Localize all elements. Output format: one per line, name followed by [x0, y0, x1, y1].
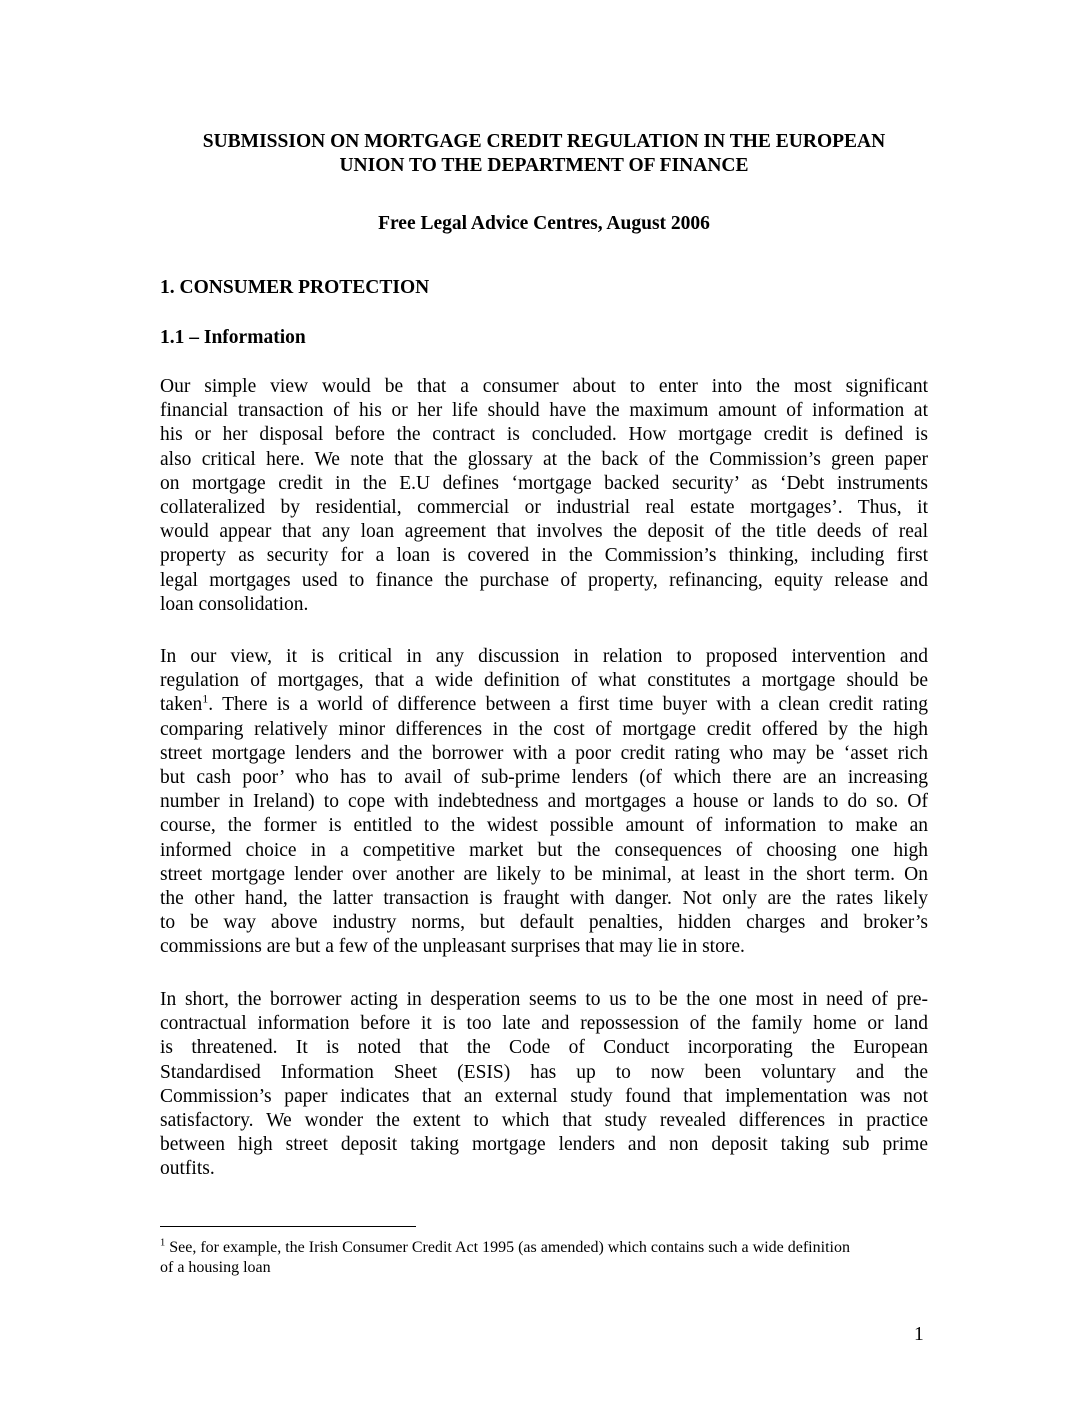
text-line: loan consolidation. — [160, 593, 309, 615]
document-title — [140, 130, 948, 178]
text-line: is threatened. It is noted that the Code of Conduct incorporating the European — [160, 1037, 928, 1059]
subsection-heading: 1.1 – Information — [160, 327, 306, 348]
paragraph-2 — [160, 645, 928, 959]
footnote-separator — [160, 1226, 416, 1227]
text-line: on mortgage credit in the E.U defines ‘mortgage backed security’ as ‘Debt instruments — [160, 472, 928, 494]
text-line: outfits. — [160, 1158, 215, 1180]
text-line: collateralized by residential, commercial or industrial real estate mortgages’. Thus, it — [160, 496, 928, 518]
footnote-line: of a housing loan — [160, 1258, 271, 1276]
page-number: 1 — [914, 1324, 924, 1345]
footnote-reference[interactable]: 1 — [202, 691, 209, 706]
text-line: comparing relatively minor differences in the cost of mortgage credit offered by the high — [160, 718, 928, 740]
text-line: In short, the borrower acting in desperation seems to us to be the one most in need of pre- — [160, 989, 928, 1010]
text-fragment: . There is a world of difference between a first time buyer with a clean credit rating — [208, 694, 928, 716]
text-line: his or her disposal before the contract is concluded. How mortgage credit is defined is — [160, 424, 928, 446]
footnote-text: See, for example, the Irish Consumer Credit Act 1995 (as amended) which contains such a wide definition — [165, 1239, 850, 1256]
footnote-line — [160, 1238, 930, 1258]
text-line: satisfactory. We wonder the extent to which that study revealed differences in practice — [160, 1109, 928, 1131]
section-heading: 1. CONSUMER PROTECTION — [160, 277, 430, 298]
text-line: informed choice in a competitive market but the consequences of choosing one high — [160, 839, 928, 861]
footnote-number: 1 — [160, 1237, 166, 1249]
text-line: commissions are but a few of the unpleasant surprises that may lie in store. — [160, 936, 745, 958]
text-line: property as security for a loan is covered in the Commission’s thinking, including first — [160, 545, 928, 567]
text-line: also critical here. We note that the glossary at the back of the Commission’s green paper — [160, 448, 928, 470]
text-line: number in Ireland) to cope with indebtedness and mortgages a house or lands to do so. Of — [160, 791, 928, 813]
title-line: UNION TO THE DEPARTMENT OF FINANCE — [339, 155, 749, 176]
text-line: Commission’s paper indicates that an external study found that implementation was not — [160, 1085, 928, 1107]
title-line: SUBMISSION ON MORTGAGE CREDIT REGULATION IN THE EUROPEAN — [202, 131, 886, 152]
footnote — [160, 1238, 930, 1277]
text-fragment: taken — [160, 694, 203, 716]
paragraph-3 — [160, 988, 928, 1182]
text-line: financial transaction of his or her life should have the maximum amount of information at — [160, 400, 928, 422]
text-line: course, the former is entitled to the widest possible amount of information to make an — [160, 815, 928, 837]
text-line: street mortgage lenders and the borrower with a poor credit rating who may be ‘asset rich — [160, 742, 928, 764]
text-line-with-footnote — [160, 693, 928, 717]
text-line: In our view, it is critical in any discussion in relation to proposed intervention and — [160, 646, 928, 667]
text-line: the other hand, the latter transaction is fraught with danger. Not only are the rates likely — [160, 887, 928, 909]
paragraph-1 — [160, 375, 928, 617]
document-subtitle: Free Legal Advice Centres, August 2006 — [378, 213, 710, 234]
text-line: Our simple view would be that a consumer about to enter into the most significant — [160, 376, 928, 397]
text-line: contractual information before it is too late and repossession of the family home or land — [160, 1013, 928, 1035]
text-line: between high street deposit taking mortgage lenders and non deposit taking sub prime — [160, 1134, 928, 1156]
text-line: street mortgage lender over another are likely to be minimal, at least in the short term. On — [160, 863, 928, 885]
text-line: would appear that any loan agreement that involves the deposit of the title deeds of real — [160, 521, 928, 543]
text-line: Standardised Information Sheet (ESIS) has up to now been voluntary and the — [160, 1061, 928, 1083]
text-line: to be way above industry norms, but default penalties, hidden charges and broker’s — [160, 912, 928, 934]
text-line: regulation of mortgages, that a wide definition of what constitutes a mortgage should be — [160, 670, 928, 692]
text-line: legal mortgages used to finance the purchase of property, refinancing, equity release and — [160, 569, 928, 591]
text-line: but cash poor’ who has to avail of sub-prime lenders (of which there are an increasing — [160, 766, 928, 788]
